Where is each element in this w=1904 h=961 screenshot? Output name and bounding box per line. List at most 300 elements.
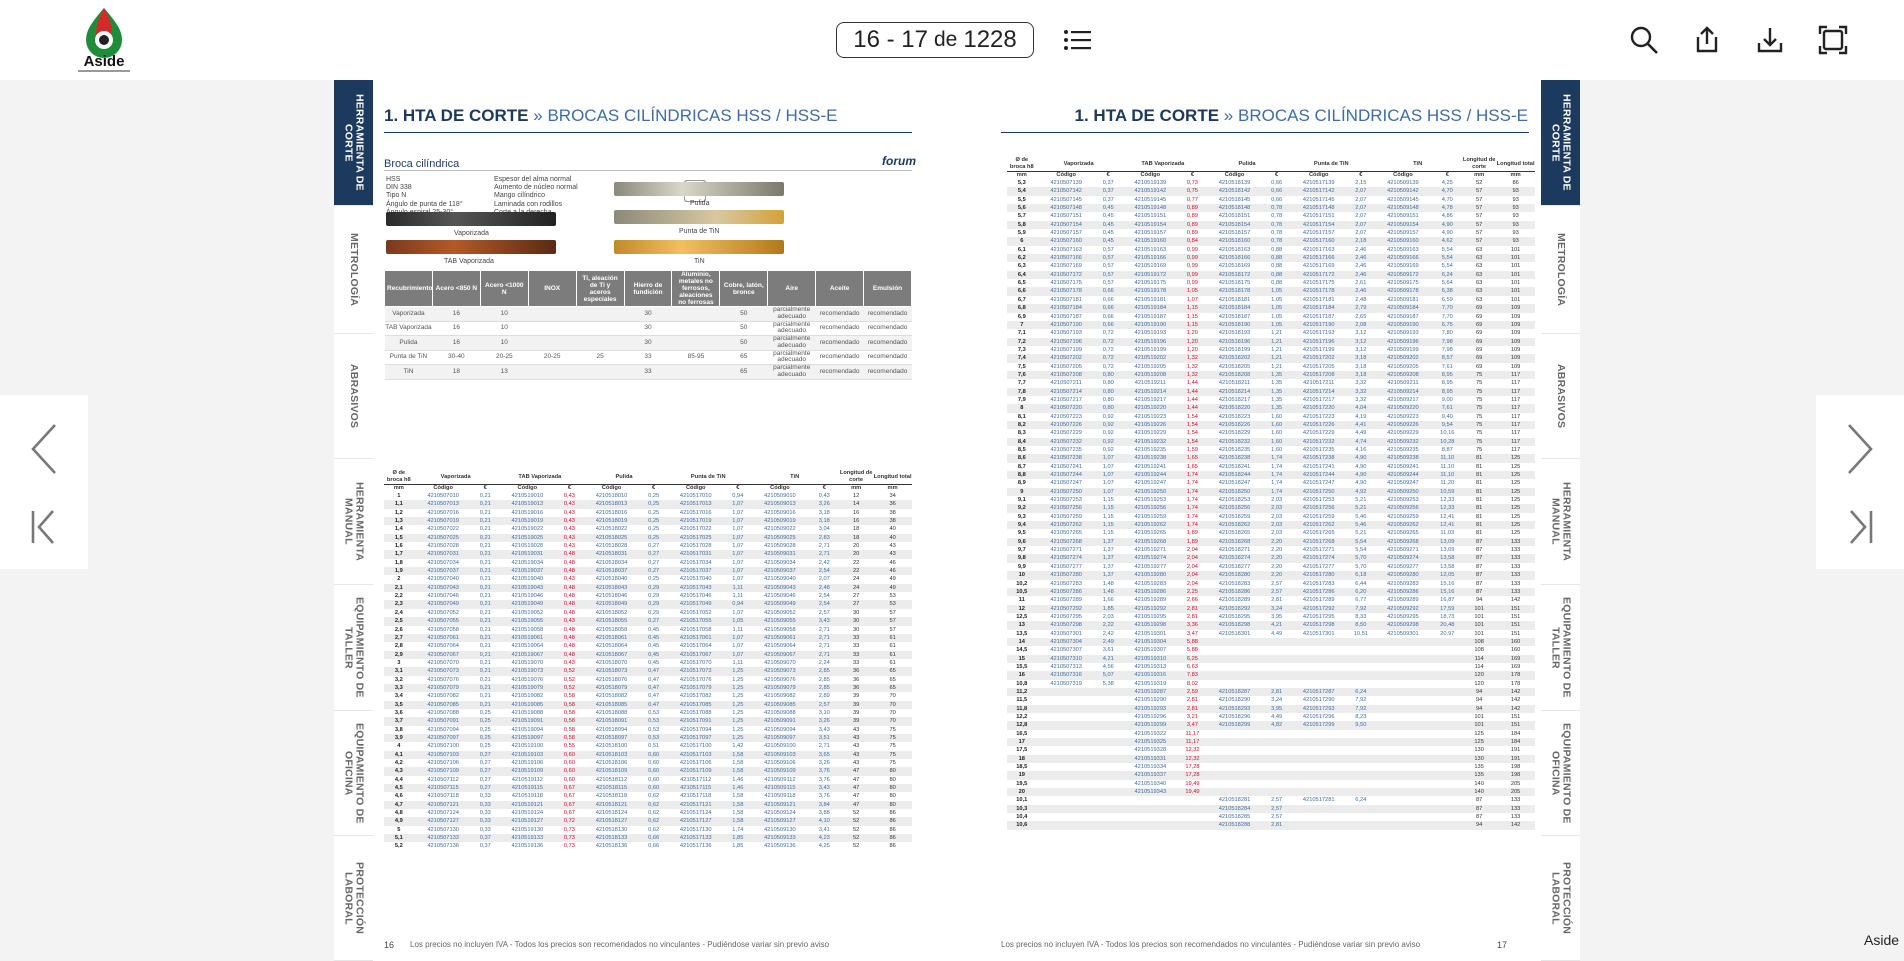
table-cell: 4210518136 [595,843,628,850]
table-cell: 4210519340 [1134,780,1167,787]
table-cell [1433,763,1463,771]
table-cell: 57 [1475,213,1483,220]
table-cell: 12 [1007,605,1037,613]
table-cell: 4210507160 [1037,237,1096,245]
table-cell: 5,54 [1348,538,1373,546]
fullscreen-icon[interactable] [1811,18,1855,62]
table-cell [1348,821,1373,829]
material-cell: 16 [432,336,480,351]
table-cell [1264,655,1289,663]
table-cell: 4210507085 [414,701,473,709]
table-cell: 4210519172 [1121,271,1180,279]
table-cell: 151 [1496,605,1535,613]
table-cell: 1,74 [1180,521,1205,529]
table-cell: 4,49 [1271,630,1283,637]
svg-text:Aside: Aside [83,53,125,70]
table-cell: 4210517190 [1289,321,1348,329]
table-cell: 4210517232 [1289,438,1348,446]
table-cell: 81 [1475,530,1483,537]
table-row [384,767,912,775]
table-cell: 1,15 [1102,497,1114,504]
table-cell: 4210518286 [1205,588,1264,596]
table-cell: 0,27 [641,617,666,625]
table-cell: 4210518124 [595,810,628,817]
table-cell: 0,48 [557,550,582,558]
table-cell: 109 [1496,354,1535,362]
table-row [1007,237,1535,245]
table-cell: 0,92 [1102,413,1114,420]
table-cell [1264,771,1289,779]
table-cell: 4210509022 [764,526,796,533]
table-cell: 4210507136 [427,843,459,850]
table-cell: 4210519079 [498,684,557,692]
table-cell: 8,23 [1355,714,1367,720]
table-cell: 4210518287 [1205,688,1264,696]
table-cell: 4210518241 [1218,463,1251,470]
table-cell [1096,788,1121,796]
table-cell: 4210507250 [1037,488,1096,496]
table-cell: 75 [1462,438,1496,446]
table-cell: 0,25 [479,726,491,733]
table-cell: 4210519205 [1134,363,1167,370]
tab-abrasivos[interactable]: ABRASIVOS [1541,334,1580,459]
table-cell: 4210507109 [414,767,473,775]
table-cell [1037,763,1096,771]
table-cell: 87 [1475,814,1483,821]
table-cell: 7,6 [1007,371,1037,379]
table-cell: 1,25 [732,726,744,733]
table-cell: 0,58 [557,717,582,725]
page-indicator[interactable] [836,22,1034,58]
table-cell: 1,35 [1264,371,1289,379]
tab-proteccion-laboral[interactable]: PROTECCIÓN LABORAL [1541,836,1580,961]
table-cell: 63 [1462,287,1496,295]
table-cell: 4,90 [1441,230,1453,237]
table-cell: 0,21 [479,609,491,616]
table-cell: 4210507046 [427,593,459,600]
table-cell: 2,61 [1355,280,1367,287]
table-cell: 1,35 [1264,388,1289,396]
table-cell: 4210518088 [595,709,628,716]
table-cell: 4210518288 [1205,821,1264,829]
table-cell: 2,71 [818,743,830,750]
table-cell: 0,84 [1180,237,1205,245]
table-cell: 4210518292 [1205,605,1264,613]
table-cell: 0,58 [563,726,575,733]
tab-equipamiento-de-oficina[interactable]: EQUIPAMIENTO DE OFICINA [1541,711,1580,836]
table-cell: 0,73 [1186,180,1198,186]
table-cell: 4210507184 [1037,304,1096,312]
material-cell: 18 [432,365,480,380]
table-cell [1348,655,1373,663]
table-cell: 3,24 [1264,605,1289,613]
table-cell: 2,6 [394,626,403,633]
table-cell: 4210517145 [1302,196,1335,203]
table-cell: 0,73 [563,826,575,833]
table-cell: 7,70 [1441,313,1453,320]
table-cell: 0,89 [1186,213,1198,220]
table-cell: 0,88 [1271,280,1283,287]
table-cell [1096,721,1121,729]
table-cell: 4210509301 [1387,630,1419,637]
material-cell: 30 [624,336,672,351]
table-cell: 0,67 [563,793,575,800]
table-cell: 3,61 [1102,647,1114,654]
table-cell: 8,57 [1433,354,1463,362]
table-cell: 4,8 [394,810,403,817]
table-row [384,684,912,692]
table-cell: 4210518100 [595,743,628,750]
table-cell: 1,48 [1102,580,1114,587]
table-cell [1205,755,1264,763]
table-cell: 0,67 [557,784,582,792]
table-row [384,759,912,767]
table-cell: 1,25 [725,684,750,692]
table-cell: 5,2 [394,843,403,850]
tab-equipamiento-de-taller[interactable]: EQUIPAMIENTO DE TALLER [1541,585,1580,711]
table-cell: 0,45 [1102,213,1114,220]
table-cell: 4,7 [384,801,414,809]
table-cell: 4210518133 [582,834,641,842]
table-cell: 0,27 [473,767,498,775]
table-cell: 0,27 [479,776,491,783]
table-cell: 109 [1510,313,1521,320]
material-header: INOX [528,271,576,307]
prev-page-icon[interactable] [22,419,66,479]
table-cell: 4210519337 [1121,771,1180,779]
table-cell [1433,755,1463,763]
table-cell [1433,771,1463,779]
table-cell: 94 [1475,697,1483,704]
table-cell: 4210519145 [1134,196,1167,203]
table-cell: 10,16 [1440,430,1455,437]
table-cell: 4210517091 [666,717,725,725]
table-cell: 4210517160 [1289,237,1348,245]
table-cell: 4210519106 [511,760,544,766]
table-row [1007,646,1535,654]
table-cell: 1,46 [725,784,750,792]
table-cell: 1,07 [1096,471,1121,479]
tab-metrologia[interactable]: METROLOGÍA [1541,206,1580,334]
last-page-icon[interactable] [1838,497,1882,557]
table-cell: 86 [873,834,912,842]
table-cell: 133 [1510,547,1521,554]
table-cell: 4210507199 [1050,346,1082,353]
table-cell: 0,66 [1271,196,1283,203]
table-cell: 18 [839,534,873,542]
tab-metrologia[interactable]: METROLOGÍA [334,206,373,334]
table-cell: 4210507064 [427,643,459,650]
table-cell: 0,51 [648,743,660,750]
table-cell: 4210519169 [1134,263,1167,270]
table-row [1007,296,1535,304]
table-cell: 16,87 [1440,597,1455,604]
tab-equipamiento-de-oficina[interactable]: EQUIPAMIENTO DE OFICINA [334,711,373,836]
table-cell: 142 [1510,597,1521,604]
table-cell: 4210517061 [666,634,725,642]
table-cell: 1,1 [384,500,414,508]
table-cell: 2,04 [1186,580,1198,587]
table-cell: 0,78 [1264,204,1289,212]
table-cell: 0,37 [473,834,498,842]
table-cell: 4210509019 [750,517,809,525]
table-cell: 151 [1496,721,1535,729]
table-cell: 80 [889,776,896,783]
table-cell: 4210519307 [1134,647,1167,654]
table-cell: 8,1 [1017,413,1026,420]
table-row [1007,379,1535,387]
table-cell: 43 [889,543,896,550]
table-cell: 4210518019 [582,517,641,525]
table-cell: 7,2 [1007,338,1037,346]
table-cell: 3,12 [1348,338,1373,346]
table-cell: 1,44 [1186,380,1198,387]
table-cell: 1,37 [1096,571,1121,579]
table-cell: 1,05 [1271,296,1283,303]
table-cell: 0,25 [473,734,498,742]
table-cell: 0,37 [479,843,491,850]
table-cell: 4210517064 [679,643,712,650]
table-cell: 4210518022 [595,526,628,533]
table-cell: 4210518271 [1218,547,1251,554]
brand-label: Aside [1864,932,1900,948]
table-cell: 43 [873,550,912,558]
table-cell: 12,5 [1016,613,1028,620]
tab-herramienta-de-corte[interactable]: HERRAMIENTA DE CORTE [334,80,373,206]
table-cell: 1,25 [725,667,750,675]
table-cell: 140 [1462,788,1496,796]
table-row [1007,613,1535,621]
table-row [1007,771,1535,779]
table-cell: 4210518284 [1205,805,1264,813]
table-cell: 0,25 [479,709,491,716]
table-cell: 0,21 [473,567,498,575]
table-cell: 4210517034 [679,559,712,566]
table-cell: 1,54 [1186,430,1198,437]
drill-table-right [1007,157,1535,830]
table-cell: 2,04 [1186,547,1198,554]
tab-proteccion-laboral[interactable]: PROTECCIÓN LABORAL [334,836,373,961]
table-cell: 4210519256 [1121,504,1180,512]
column-group: Longitud total [1496,157,1535,172]
table-cell: 4210519271 [1134,547,1167,554]
table-cell: 2,04 [1180,554,1205,562]
table-row [1007,730,1535,738]
table-cell: 4210518262 [1205,521,1264,529]
table-cell: 1,44 [1180,404,1205,412]
table-cell: 27 [839,600,873,608]
table-cell [1289,771,1348,779]
table-cell: 4210509295 [1387,613,1419,620]
table-cell: 4210518244 [1205,471,1264,479]
table-cell: 4210517106 [679,760,712,766]
table-cell: 1,74 [1271,480,1283,487]
table-cell: 4210509010 [764,493,796,499]
table-cell: 0,43 [557,534,582,542]
table-cell: 2,9 [384,651,414,659]
table-cell: 1,37 [1096,538,1121,546]
table-cell: 3,84 [810,801,840,809]
column-sub: € [1106,172,1110,178]
table-cell: 4210517277 [1302,563,1335,570]
table-cell: 5,21 [1348,504,1373,512]
table-cell: 4210519235 [1134,447,1167,453]
material-cell: parcialmente adecuado [768,365,816,380]
table-cell: 0,33 [473,801,498,809]
table-cell: 69 [1475,346,1483,353]
table-cell: 4210517265 [1302,530,1335,537]
table-cell: 4210517175 [1302,280,1335,287]
table-cell: 4210507142 [1037,187,1096,195]
material-cell: 33 [624,365,672,380]
share-icon[interactable] [1685,18,1729,62]
table-cell: 4210518109 [582,767,641,775]
table-cell: 151 [1510,613,1521,620]
table-cell: 57 [1462,237,1496,245]
table-cell: 5,88 [1186,647,1198,654]
footer-note-left: Los precios no incluyen IVA - Todos los precios son recomendados no vinculantes - Pudiéndose variar sin previo aviso [410,940,830,949]
table-cell: 65 [873,684,912,692]
table-cell: 4210509292 [1373,605,1432,613]
table-cell: 3,36 [1180,621,1205,629]
table-cell: 4210518121 [582,801,641,809]
material-cell [528,365,576,380]
table-cell: 4,62 [1433,237,1463,245]
table-cell [1433,788,1463,796]
material-cell: 33 [624,350,672,365]
table-cell: 4210509286 [1373,588,1432,596]
table-cell: 0,21 [473,701,498,709]
table-cell: 4210517259 [1302,513,1335,520]
table-cell: 101 [1462,621,1496,629]
table-cell: 1,4 [394,526,403,533]
page-de: de [933,28,958,51]
tab-herramienta-manual[interactable]: HERRAMIENTA MANUAL [334,459,373,585]
table-cell: 8,5 [1017,447,1026,453]
table-cell: 0,80 [1102,380,1114,387]
table-cell: 4210509211 [1387,380,1419,387]
table-cell: 4210519290 [1134,697,1167,704]
table-cell: 4210518285 [1218,814,1251,821]
table-row [1007,621,1535,629]
table-cell: 142 [1496,688,1535,696]
download-icon[interactable] [1748,18,1792,62]
tab-herramienta-manual[interactable]: HERRAMIENTA MANUAL [1541,459,1580,585]
table-cell: 5,46 [1348,521,1373,529]
list-icon[interactable] [1055,18,1099,62]
table-cell: 86 [889,810,896,817]
table-cell: 178 [1510,680,1521,687]
tab-equipamiento-de-taller[interactable]: EQUIPAMIENTO DE TALLER [334,585,373,711]
table-cell: 14,5 [1016,647,1028,654]
table-cell: 4210519112 [511,776,543,783]
table-cell: 12,33 [1440,497,1455,504]
table-cell: 4210519058 [511,626,544,633]
table-cell: 4210509190 [1373,321,1432,329]
table-cell: 1,89 [1180,538,1205,546]
table-cell: 4210507241 [1050,463,1082,470]
table-cell: 4210517193 [1302,330,1335,337]
table-cell: 0,94 [732,493,744,499]
table-cell: 6,44 [1355,580,1367,587]
table-cell: 61 [873,651,912,659]
table-row [1007,471,1535,479]
table-cell: 4210519040 [511,576,544,583]
table-cell: 4210517124 [679,810,712,817]
table-cell [1205,780,1264,788]
table-cell: 0,43 [563,543,575,550]
table-row [1007,229,1535,237]
material-cell [672,365,720,380]
table-cell: 10,6 [1007,821,1037,829]
table-cell: 4210517299 [1289,721,1348,729]
table-cell: 0,43 [563,509,575,516]
table-cell [1373,696,1432,704]
table-cell: 4210518139 [1218,180,1251,186]
table-cell: 4210518214 [1205,388,1264,396]
table-cell [1373,680,1432,688]
table-row [384,676,912,684]
tab-herramienta-de-corte[interactable]: HERRAMIENTA DE CORTE [1541,80,1580,206]
table-cell: 7,7 [1017,380,1026,387]
table-cell: 4210518175 [1218,280,1251,287]
next-page-icon[interactable] [1838,419,1882,479]
table-cell: 4210507169 [1050,263,1082,270]
table-cell: 133 [1510,814,1521,821]
table-cell: 87 [1462,571,1496,579]
table-cell: 3,6 [394,709,403,716]
table-cell: 4210517115 [666,784,725,792]
table-cell: 0,43 [563,576,575,583]
table-cell: 4210507127 [414,817,473,825]
table-cell: 2,54 [818,593,830,600]
table-cell: 2,81 [1264,688,1289,696]
table-cell: 0,62 [648,826,660,833]
footer-note-right: Los precios no incluyen IVA - Todos los precios son recomendados no vinculantes - Pudiéndose variar sin previo aviso [1001,940,1421,949]
table-cell: 1,58 [732,760,744,766]
table-cell: 47 [839,767,873,775]
tab-abrasivos[interactable]: ABRASIVOS [334,334,373,459]
table-cell: 4210517043 [666,584,725,592]
column-sub: Código [1393,172,1413,178]
table-cell: 114 [1474,663,1484,670]
table-cell: 0,21 [473,634,498,642]
aside-logo[interactable] [68,4,140,76]
table-row [1007,488,1535,496]
table-cell [1205,788,1264,796]
table-row [1007,638,1535,646]
table-row [1007,279,1535,287]
first-page-icon[interactable] [22,497,66,557]
table-cell: 4,3 [384,767,414,775]
table-cell: 1,66 [1102,597,1114,604]
table-cell: 4210509241 [1387,463,1419,470]
table-cell: 4210509220 [1373,404,1432,412]
column-sub: Código [770,485,790,491]
drill-label-vaporizada: Vaporizada [454,230,489,237]
table-cell: 0,21 [479,526,491,533]
search-icon[interactable] [1622,18,1666,62]
table-cell: 4210518217 [1218,396,1251,403]
table-cell: 11,5 [1016,697,1028,704]
table-cell: 4210507067 [414,651,473,659]
table-row [1007,404,1535,412]
table-cell: 0,21 [479,626,491,633]
table-cell: 0,72 [1096,338,1121,346]
table-cell: 0,47 [641,667,666,675]
table-cell: 0,92 [1096,421,1121,429]
table-cell: 0,21 [473,651,498,659]
